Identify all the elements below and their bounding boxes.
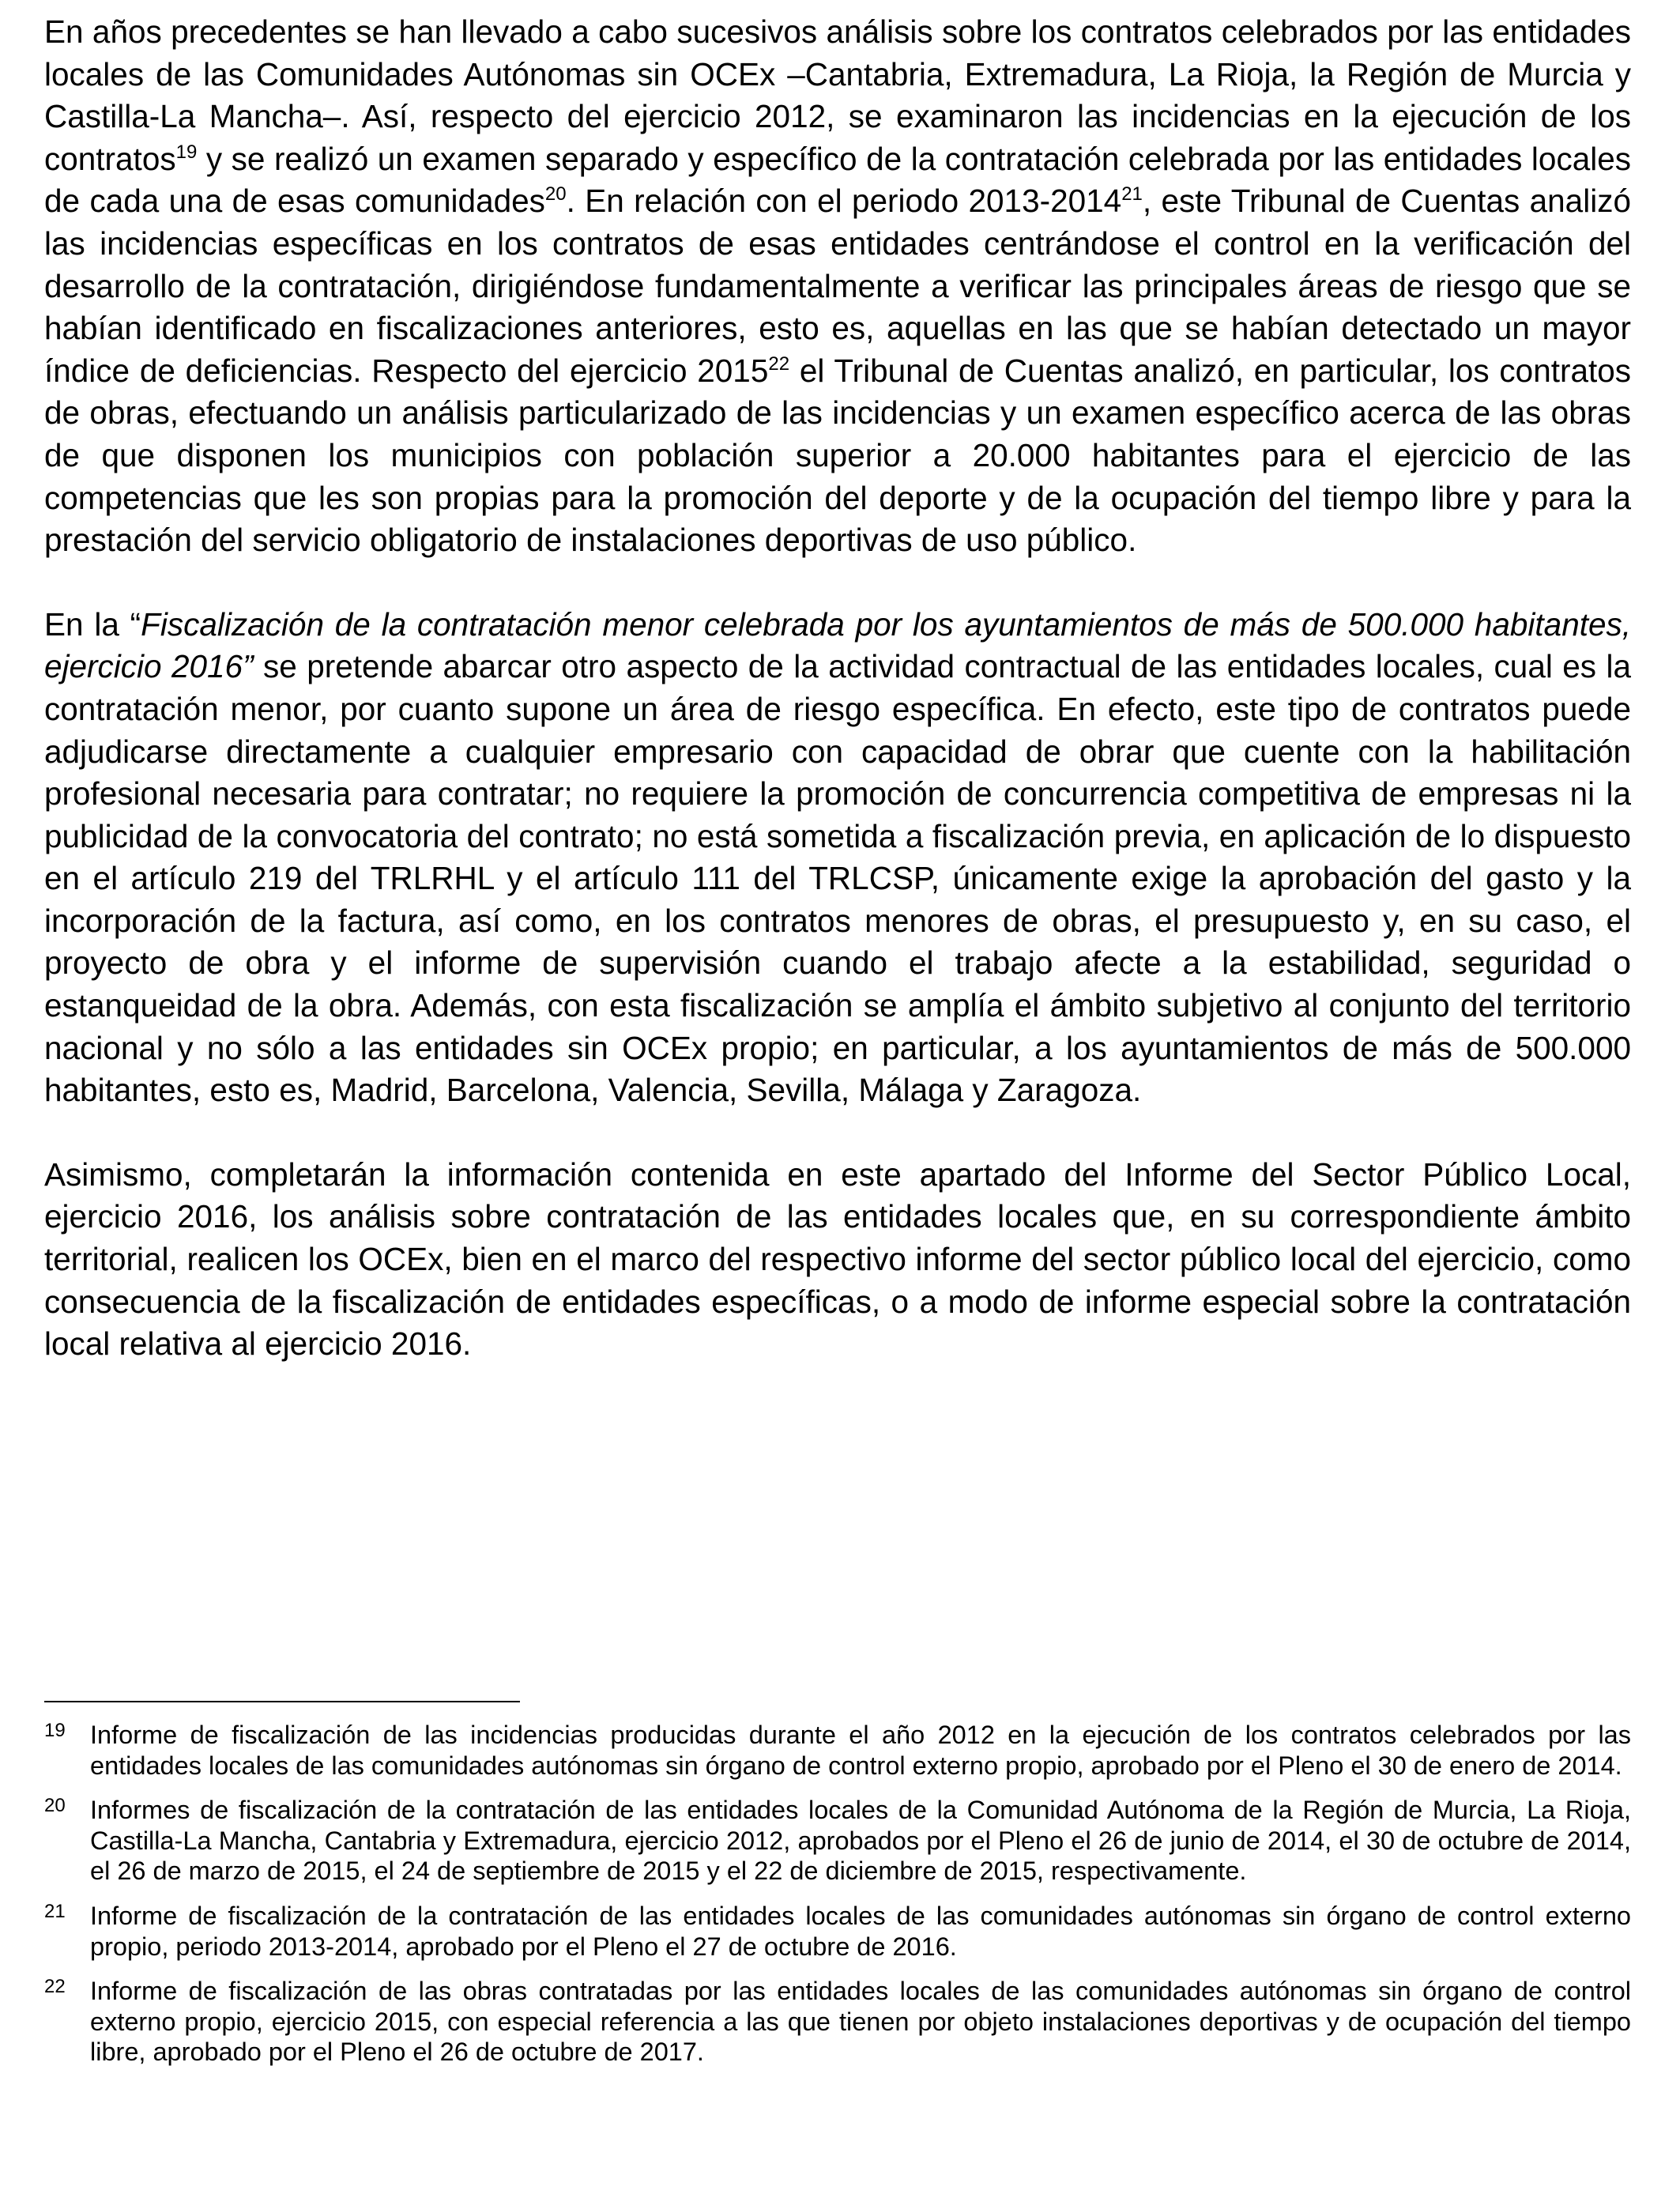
document-body xyxy=(44,11,1631,1366)
paragraph-text: se pretende abarcar otro aspecto de la actividad contractual de las entidades locales, cual es la contratación menor, por cuanto supone un área de riesgo específica. En efecto, este tipo de contratos puede adjudicarse directamente a cualquier empresario con capacidad de obrar que cuente con la habilitación profesional necesaria para contratar; no requiere la promoción de concurrencia competitiva de empresas ni la publicidad de la convocatoria del contrato; no está sometida a fiscalización previa, en aplicación de lo dispuesto en el artículo 219 del TRLRHL y el artículo 111 del TRLCSP, únicamente exige la aprobación del gasto y la incorporación de la factura, así como, en los contratos menores de obras, el presupuesto y, en su caso, el proyecto de obra y el informe de supervisión cuando el trabajo afecte a la estabilidad, seguridad o estanqueidad de la obra. Además, con esta fiscalización se amplía el ámbito subjetivo al conjunto del territorio nacional y no sólo a las entidades sin OCEx propio; en particular, a los ayuntamientos de más de 500.000 habitantes, esto es, Madrid, Barcelona, Valencia, Sevilla, Málaga y Zaragoza. xyxy=(44,648,1631,1109)
footnote-21 xyxy=(44,1901,1631,1962)
paragraph-text: En la “ xyxy=(44,605,141,643)
paragraph-previous-analyses xyxy=(44,11,1631,562)
footnote-reference-22[interactable]: 22 xyxy=(768,352,790,375)
footnote-text: Informe de fiscalización de las incidencias producidas durante el año 2012 en la ejecución de los contratos celebrados por las entidades locales de las comunidades autónomas sin órgano de control externo propio, aprobado por el Pleno el 30 de enero de 2014. xyxy=(90,1721,1631,1780)
paragraph-text: . En relación con el periodo 2013-2014 xyxy=(566,183,1122,220)
footnote-reference-19[interactable]: 19 xyxy=(175,141,198,163)
paragraph-text: En años precedentes se han llevado a cabo sucesivos análisis sobre los contratos celebrados por las entidades locales de las Comunidades Autónomas sin OCEx –Cantabria, Extremadura, La Rioja, la Región de Murcia y Castilla-La Mancha–. Así, respecto del ejercicio 2012, se examinaron las incidencias en la ejecución de los contratos xyxy=(44,13,1631,177)
paragraph-ocex-analyses xyxy=(44,1154,1631,1366)
footnote-number: 19 xyxy=(44,1720,66,1741)
footnote-text: Informe de fiscalización de las obras contratadas por las entidades locales de las comunidades autónomas sin órgano de control externo propio, ejercicio 2015, con especial referencia a las que tienen por objeto instalaciones deportivas y de ocupación del tiempo libre, aprobado por el Pleno el 26 de octubre de 2017. xyxy=(90,1977,1631,2067)
footnotes-section xyxy=(44,1701,1631,2082)
footnote-19 xyxy=(44,1720,1631,1781)
footnote-reference-21[interactable]: 21 xyxy=(1121,183,1143,205)
footnote-separator xyxy=(44,1701,520,1702)
paragraph-text: y se realizó un examen separado y específico de la contratación celebrada por las entidades locales de cada una de esas comunidades xyxy=(44,140,1631,220)
footnote-reference-20[interactable]: 20 xyxy=(544,183,567,205)
report-title-italic: Fiscalización de la contratación menor celebrada por los ayuntamientos de más de 500.000 habitantes, ejercicio 2016” xyxy=(44,605,1631,685)
paragraph-minor-contracting xyxy=(44,604,1631,1112)
footnote-number: 20 xyxy=(44,1795,66,1817)
paragraph-text: Asimismo, completarán la información contenida en este apartado del Informe del Sector Público Local, ejercicio 2016, los análisis sobre contratación de las entidades locales que, en su correspondiente ámbito territorial, realicen los OCEx, bien en el marco del respectivo informe del sector público local del ejercicio, como consecuencia de la fiscalización de entidades específicas, o a modo de informe especial sobre la contratación local relativa al ejercicio 2016. xyxy=(44,1155,1631,1363)
footnote-number: 22 xyxy=(44,1976,66,1998)
footnote-20 xyxy=(44,1795,1631,1887)
footnote-22 xyxy=(44,1976,1631,2068)
footnote-number: 21 xyxy=(44,1900,66,1922)
paragraph-text: el Tribunal de Cuentas analizó, en particular, los contratos de obras, efectuando un análisis particularizado de las incidencias y un examen específico acerca de las obras de que disponen los municipios con población superior a 20.000 habitantes para el ejercicio de las competencias que les son propias para la promoción del deporte y de la ocupación del tiempo libre y para la prestación del servicio obligatorio de instalaciones deportivas de uso público. xyxy=(44,352,1632,559)
paragraph-text: , este Tribunal de Cuentas analizó las incidencias específicas en los contratos de esas entidades centrándose el control en la verificación del desarrollo de la contratación, dirigiéndose fundamentalmente a verificar las principales áreas de riesgo que se habían identificado en fiscalizaciones anteriores, esto es, aquellas en las que se habían detectado un mayor índice de deficiencias. Respecto del ejercicio 2015 xyxy=(44,183,1631,389)
footnote-text: Informes de fiscalización de la contratación de las entidades locales de la Comunidad Autónoma de la Región de Murcia, La Rioja, Castilla-La Mancha, Cantabria y Extremadura, ejercicio 2012, aprobados por el Pleno el 26 de junio de 2014, el 30 de octubre de 2014, el 26 de marzo de 2015, el 24 de septiembre de 2015 y el 22 de diciembre de 2015, respectivamente. xyxy=(90,1796,1631,1886)
footnote-text: Informe de fiscalización de la contratación de las entidades locales de las comunidades autónomas sin órgano de control externo propio, periodo 2013-2014, aprobado por el Pleno el 27 de octubre de 2016. xyxy=(90,1901,1631,1961)
